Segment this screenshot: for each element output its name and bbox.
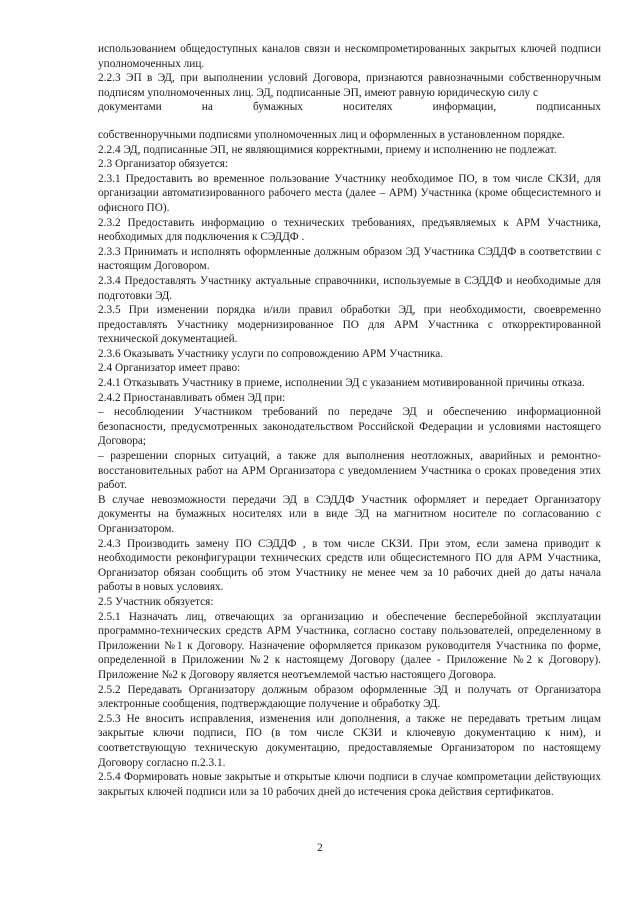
page-number: 2 <box>317 842 323 854</box>
paragraph-2-5-2: 2.5.2 Передавать Организатору должным образом оформленные ЭД и получать от Организатора электронные сообщения, подтверждающие получение и обработку ЭД. <box>98 683 601 711</box>
spread-word: подписанных <box>536 101 601 114</box>
paragraph-2-3-2: 2.3.2 Предоставить информацию о технических требованиях, предъявляемых к АРМ Участника, необходимых для подключения к СЭДДФ . <box>98 216 601 244</box>
blank-gap <box>98 115 601 128</box>
paragraph-2-3-5: 2.3.5 При изменении порядка и/или правил обработки ЭД, при необходимости, своевременно предоставлять Участнику модернизированное ПО для АРМ Участника с откорректированной технической документацией. <box>98 304 601 346</box>
paragraph-2-2-3: 2.2.3 ЭП в ЭД, при выполнении условий Договора, признаются равнозначными собственноручным подписям уполномоченных лиц. ЭД, подписанные ЭП, имеют равную юридическую силу с <box>98 72 601 99</box>
spread-word: информации, <box>432 101 497 114</box>
paragraph-2-2-3-end: собственноручными подписями уполномоченных лиц и оформленных в установленном порядке. <box>98 128 565 141</box>
paragraph-paper-fallback: В случае невозможности передачи ЭД в СЭДДФ Участник оформляет и передает Организатору документы на бумажных носителях или в виде ЭД на магнитном носителе по согласованию с Организатором. <box>98 493 601 535</box>
paragraph-2-4-3: 2.4.3 Производить замену ПО СЭДДФ , в том числе СКЗИ. При этом, если замена приводит к необходимости реконфигурации технических средств или общесистемного ПО для АРМ Участника, Организатор обязан сообщить об этом Участнику не менее чем за 10 рабочих дней до даты начала работы в новых условиях. <box>98 537 601 594</box>
heading-2-3: 2.3 Организатор обязуется: <box>98 158 229 171</box>
paragraph-2-3-3: 2.3.3 Принимать и исполнять оформленные должным образом ЭД Участника СЭДДФ в соответствии с настоящим Договором. <box>98 245 601 273</box>
spread-word: документами <box>98 101 162 114</box>
paragraph-2-3-6: 2.3.6 Оказывать Участнику услуги по сопровождению АРМ Участника. <box>98 347 444 360</box>
list-item-non-compliance: – несоблюдении Участником требований по передаче ЭД и обеспечению информационной безопасности, предусмотренных законодательством Российской Федерации и условиями настоящего Договора; <box>98 406 601 448</box>
paragraph-2-5-1: 2.5.1 Назначать лиц, отвечающих за организацию и обеспечение бесперебойной эксплуатации программно-технических средств АРМ Участника, согласно составу пользователей, определенному в Приложении №1 к Договору. Назначение оформляется приказом руководителя Участника по форме, определенной в Приложении №2 к настоящему Договору (далее - Приложение №2 к Договору). Приложение №2 к Договору является неотъемлемой частью настоящего Договора. <box>98 610 601 681</box>
paragraph-keys-continuation: использованием общедоступных каналов связи и нескомпрометированных закрытых ключей подписи уполномоченных лиц. <box>98 43 601 70</box>
paragraph-2-3-4: 2.3.4 Предоставлять Участнику актуальные справочники, используемые в СЭДДФ и необходимые для подготовки ЭД. <box>98 274 601 302</box>
heading-2-5: 2.5 Участник обязуется: <box>98 595 214 608</box>
paragraph-2-4-2: 2.4.2 Приостанавливать обмен ЭД при: <box>98 391 286 404</box>
spread-word: на <box>201 101 213 114</box>
paragraph-2-5-4: 2.5.4 Формировать новые закрытые и открытые ключи подписи в случае компрометации действующих закрытых ключей подписи или за 10 рабочих дней до истечения срока действия сертификатов. <box>98 771 601 798</box>
heading-2-4: 2.4 Организатор имеет право: <box>98 362 241 375</box>
paragraph-2-4-1: 2.4.1 Отказывать Участнику в приеме, исполнении ЭД с указанием мотивированной причины отказа. <box>98 377 585 390</box>
paragraph-2-5-3: 2.5.3 Не вносить исправления, изменения или дополнения, а также не передавать третьим лицам закрытые ключи подписи, ПО (в том числе СКЗИ и ключевую документацию к ним), и соответствующую техническую документацию, предоставляемые Организатором по настоящему Договору согласно п.2.3.1. <box>98 712 601 769</box>
document-body <box>98 42 601 799</box>
paragraph-2-2-4: 2.2.4 ЭД, подписанные ЭП, не являющимися корректными, приему и исполнению не подлежат. <box>98 143 557 156</box>
spread-word: бумажных <box>252 101 303 114</box>
spread-word: носителях <box>343 101 393 114</box>
spread-line <box>98 100 601 115</box>
paragraph-2-3-1: 2.3.1 Предоставить во временное пользование Участнику необходимое ПО, в том числе СКЗИ, для организации автоматизированного рабочего места (далее – АРМ) Участника (кроме общесистемного и офисного ПО). <box>98 172 601 214</box>
list-item-disputes: – разрешении спорных ситуаций, а также для выполнения неотложных, аварийных и ремонтно-восстановительных работ на АРМ Организатора с уведомлением Участника о сроках проведения этих работ. <box>98 450 601 492</box>
